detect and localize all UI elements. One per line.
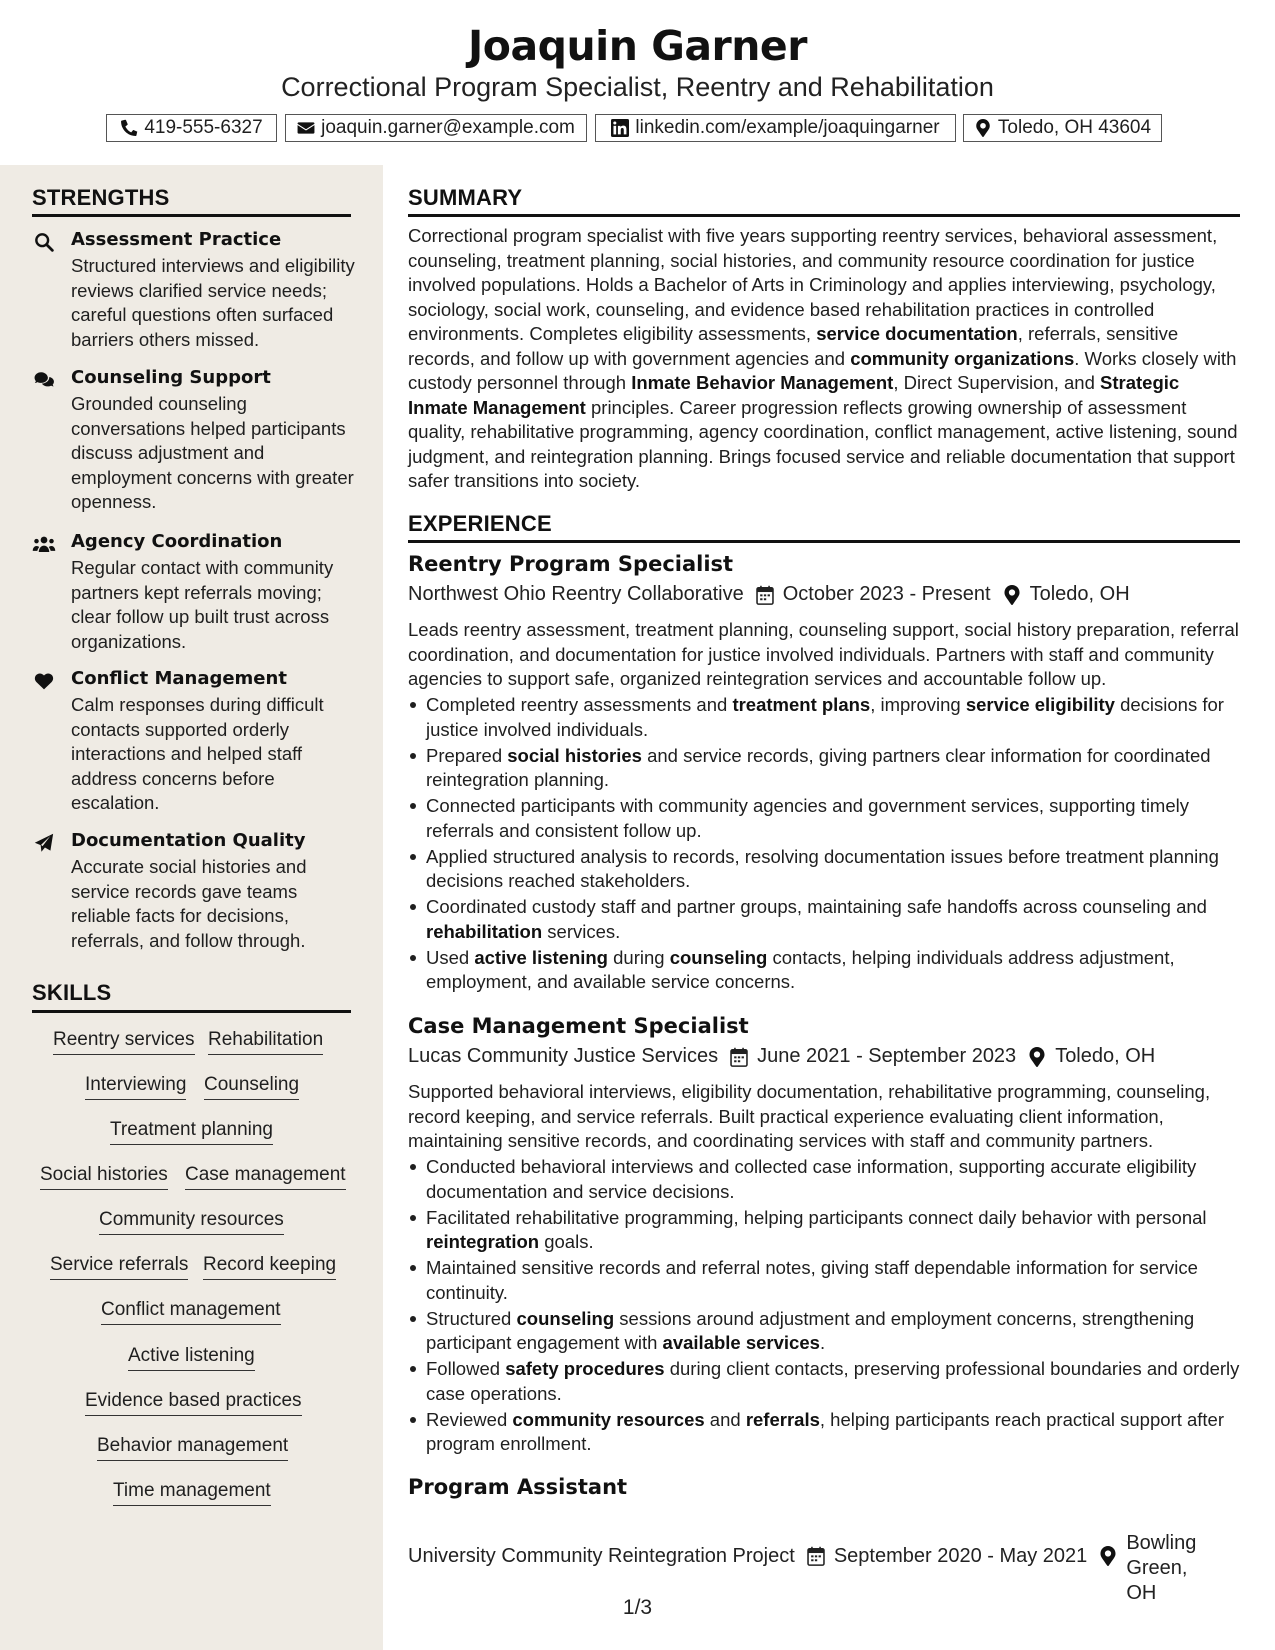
text-run: sessions around adjustment and employment concerns, strengthening participant engagement with — [426, 1307, 1195, 1353]
strength-title: Agency Coordination — [71, 531, 283, 552]
calendar-icon — [807, 1546, 825, 1566]
bullet-item — [426, 895, 1258, 944]
text-run: goals. — [539, 1231, 594, 1252]
paper-plane-icon — [34, 833, 54, 853]
bullet-item — [426, 1307, 1258, 1356]
text-run: Used — [426, 946, 475, 968]
contact-location[interactable] — [963, 114, 1162, 142]
job-location: Toledo, OH — [1055, 1045, 1156, 1067]
heart-icon — [34, 671, 54, 691]
job-title: Reentry Program Specialist — [408, 552, 734, 576]
bullet-item — [426, 744, 1258, 793]
text-run: , referrals, sensitive records, and follow up with government agencies and — [408, 323, 1179, 369]
text-run: , improving — [870, 694, 966, 715]
bold-text: active listening — [474, 946, 608, 968]
skill-tag: Time management — [113, 1480, 271, 1506]
text-run: Prepared — [426, 744, 508, 766]
skill-tag: Treatment planning — [110, 1119, 273, 1145]
skill-tag: Behavior management — [97, 1435, 288, 1461]
job-dates: October 2023 - Present — [782, 583, 991, 605]
job-meta — [408, 583, 1130, 606]
contact-location-text: Toledo, OH 43604 — [997, 117, 1152, 138]
summary-heading: SUMMARY — [408, 185, 523, 210]
skills-divider — [32, 1010, 351, 1013]
skill-tag: Counseling — [204, 1074, 299, 1100]
bold-text: community organizations — [850, 347, 1075, 369]
summary-text — [408, 224, 1240, 494]
text-run: , Direct Supervision, and — [893, 372, 1101, 393]
text-run: Coordinated custody staff and partner groups, maintaining safe handoffs across counseling and — [426, 896, 1207, 917]
skill-tag: Reentry services — [53, 1029, 195, 1055]
resume-header — [0, 0, 1275, 165]
bold-text: referrals — [745, 1408, 820, 1430]
page-number: 1/3 — [622, 1596, 653, 1619]
bold-text: reintegration — [426, 1231, 540, 1252]
strength-title: Documentation Quality — [71, 830, 306, 851]
contact-linkedin-text: linkedin.com/example/joaquingarner — [635, 117, 940, 138]
skill-tag: Active listening — [128, 1345, 255, 1371]
bullet-item — [426, 1357, 1258, 1406]
bold-text: service documentation — [816, 323, 1018, 344]
text-run: Conducted behavioral interviews and collected case information, supporting accurate eligibility documentation and service decisions. — [426, 1156, 1197, 1202]
text-run: principles. Career progression reflects growing ownership of assessment quality, rehabilitative programming, agency coordination, conflict management, active listening, sound judgment, and reintegration planning. Brings focused service and reliable documentation that support safer transitions into society. — [408, 396, 1238, 491]
skill-tag: Rehabilitation — [208, 1029, 323, 1055]
text-run: Connected participants with community agencies and government services, supporting timely referrals and consistent follow up. — [426, 795, 1189, 841]
bold-text: community resources — [512, 1408, 705, 1430]
text-run: Facilitated rehabilitative programming, helping participants connect daily behavior with personal — [426, 1206, 1207, 1228]
job-dates: September 2020 - May 2021 — [833, 1544, 1088, 1567]
contact-email-text: joaquin.garner@example.com — [321, 117, 575, 138]
bullet-item — [426, 845, 1258, 894]
bold-text: rehabilitation — [426, 920, 543, 942]
text-run: and — [704, 1408, 746, 1430]
bullet-item — [426, 1206, 1258, 1255]
bold-text: counseling — [669, 946, 768, 968]
job-bullets — [408, 1155, 1258, 1458]
job-meta — [408, 1045, 1155, 1068]
text-run: decisions for justice involved individuals. — [426, 694, 1224, 740]
sidebar — [0, 165, 383, 1650]
text-run: Applied structured analysis to records, resolving documentation issues before treatment planning decisions reached stakeholders. — [426, 845, 1219, 891]
job-title: Program Assistant — [408, 1475, 628, 1499]
strength-description: Grounded counseling conversations helped participants discuss adjustment and employment concerns with greater openness. — [71, 393, 354, 512]
job-description: Supported behavioral interviews, eligibility documentation, rehabilitative programming, counseling, record keeping, and service referrals. Built practical experience evaluating client information, maintaining sensitive records, and coordinating services with staff and community partners. — [408, 1081, 1211, 1151]
job-dates: June 2021 - September 2023 — [757, 1045, 1017, 1067]
job-location: Toledo, OH — [1029, 583, 1130, 605]
contact-linkedin[interactable] — [595, 114, 956, 142]
map-pin-icon — [974, 119, 992, 137]
skill-tag: Interviewing — [85, 1074, 186, 1100]
job-organization: Lucas Community Justice Services — [408, 1045, 719, 1067]
bullet-item — [426, 1408, 1258, 1457]
text-run: . — [819, 1332, 826, 1353]
comments-icon — [34, 370, 54, 390]
text-run: contacts, helping individuals address adjustment, employment, and available service concerns. — [426, 946, 1175, 992]
job-location: Bowling Green, OH — [1126, 1532, 1197, 1604]
envelope-icon — [297, 119, 315, 137]
strength-title: Assessment Practice — [71, 229, 282, 250]
summary-divider — [408, 214, 1240, 217]
text-run: Completed reentry assessments and — [426, 694, 733, 715]
text-run: services. — [542, 920, 621, 942]
strength-description: Regular contact with community partners kept referrals moving; clear follow up built trust across organizations. — [71, 557, 334, 652]
contact-phone[interactable] — [106, 114, 277, 142]
bullet-item — [426, 693, 1258, 742]
bullet-item — [426, 794, 1258, 843]
text-run: Correctional program specialist with five years supporting reentry services, behavioral assessment, counseling, treatment planning, social histories, and community resource coordination for justice involved populations. Holds a Bachelor of Arts in Criminology and applies interviewing, psychology, sociology, social work, counseling, and evidence based rehabilitation practices in controlled environments. Completes eligibility assessments, — [408, 225, 1218, 344]
bold-text: Inmate Behavior Management — [631, 372, 894, 393]
text-run: and service records, giving partners clear information for coordinated reintegration planning. — [426, 744, 1211, 790]
strength-title: Conflict Management — [71, 668, 287, 689]
skill-tag: Community resources — [99, 1209, 284, 1235]
strengths-heading: STRENGTHS — [32, 185, 170, 210]
text-run: , helping participants reach practical support after program enrollment. — [426, 1408, 1225, 1454]
map-pin-icon — [1028, 1047, 1046, 1067]
bold-text: counseling — [516, 1307, 615, 1329]
text-run: Maintained sensitive records and referral notes, giving staff dependable information for service continuity. — [426, 1257, 1198, 1303]
candidate-headline: Correctional Program Specialist, Reentry and Rehabilitation — [281, 72, 994, 102]
skill-tag: Case management — [185, 1164, 346, 1190]
job-organization: Northwest Ohio Reentry Collaborative — [408, 583, 744, 605]
skill-tag: Record keeping — [203, 1254, 336, 1280]
contact-phone-text: 419-555-6327 — [144, 117, 263, 138]
text-run: Structured — [426, 1307, 517, 1329]
bullet-item — [426, 946, 1258, 995]
text-run: during client contacts, preserving professional boundaries and orderly case operations. — [426, 1358, 1240, 1404]
text-run: Reviewed — [426, 1408, 513, 1430]
job-bullets — [408, 693, 1258, 996]
linkedin-icon — [611, 119, 629, 137]
skill-tag: Conflict management — [101, 1299, 281, 1325]
skill-tag: Evidence based practices — [85, 1390, 302, 1416]
users-icon — [32, 534, 56, 554]
bullet-item — [426, 1155, 1258, 1204]
text-run: . Works closely with custody personnel through — [408, 347, 1237, 393]
bold-text: Strategic Inmate Management — [408, 372, 1180, 418]
contact-email[interactable] — [285, 114, 587, 142]
bold-text: social histories — [507, 744, 642, 766]
calendar-icon — [730, 1047, 748, 1067]
strength-description: Calm responses during difficult contacts supported orderly interactions and helped staff address concerns before escalation. — [71, 694, 324, 813]
skills-heading: SKILLS — [32, 980, 112, 1005]
job-meta — [408, 1506, 1221, 1606]
text-run: Followed — [426, 1358, 506, 1379]
phone-icon — [120, 119, 138, 137]
strength-description: Structured interviews and eligibility reviews clarified service needs; careful questions often surfaced barriers others missed. — [71, 255, 355, 350]
bold-text: safety procedures — [505, 1358, 665, 1379]
search-icon — [34, 232, 54, 252]
bold-text: available services — [662, 1332, 820, 1353]
experience-divider — [408, 540, 1240, 543]
skill-tag: Service referrals — [50, 1254, 188, 1280]
strengths-divider — [32, 214, 351, 217]
job-title: Case Management Specialist — [408, 1014, 749, 1038]
experience-heading: EXPERIENCE — [408, 511, 552, 536]
skill-tag: Social histories — [40, 1164, 168, 1190]
map-pin-icon — [1099, 1546, 1117, 1566]
calendar-icon — [756, 585, 774, 605]
bullet-item — [426, 1256, 1258, 1305]
strength-description: Accurate social histories and service records gave teams reliable facts for decisions, referrals, and follow through. — [71, 856, 307, 951]
map-pin-icon — [1003, 585, 1021, 605]
job-organization: University Community Reintegration Project — [408, 1544, 795, 1567]
bold-text: treatment plans — [732, 694, 871, 715]
strength-title: Counseling Support — [71, 367, 271, 388]
job-description: Leads reentry assessment, treatment planning, counseling support, social history preparation, referral coordination, and documentation for justice involved individuals. Partners with staff and community agencies to support safe, organized reintegration services and accountable follow up. — [408, 619, 1239, 689]
candidate-name: Joaquin Garner — [468, 22, 807, 70]
text-run: during — [607, 946, 670, 968]
bold-text: service eligibility — [965, 694, 1115, 715]
